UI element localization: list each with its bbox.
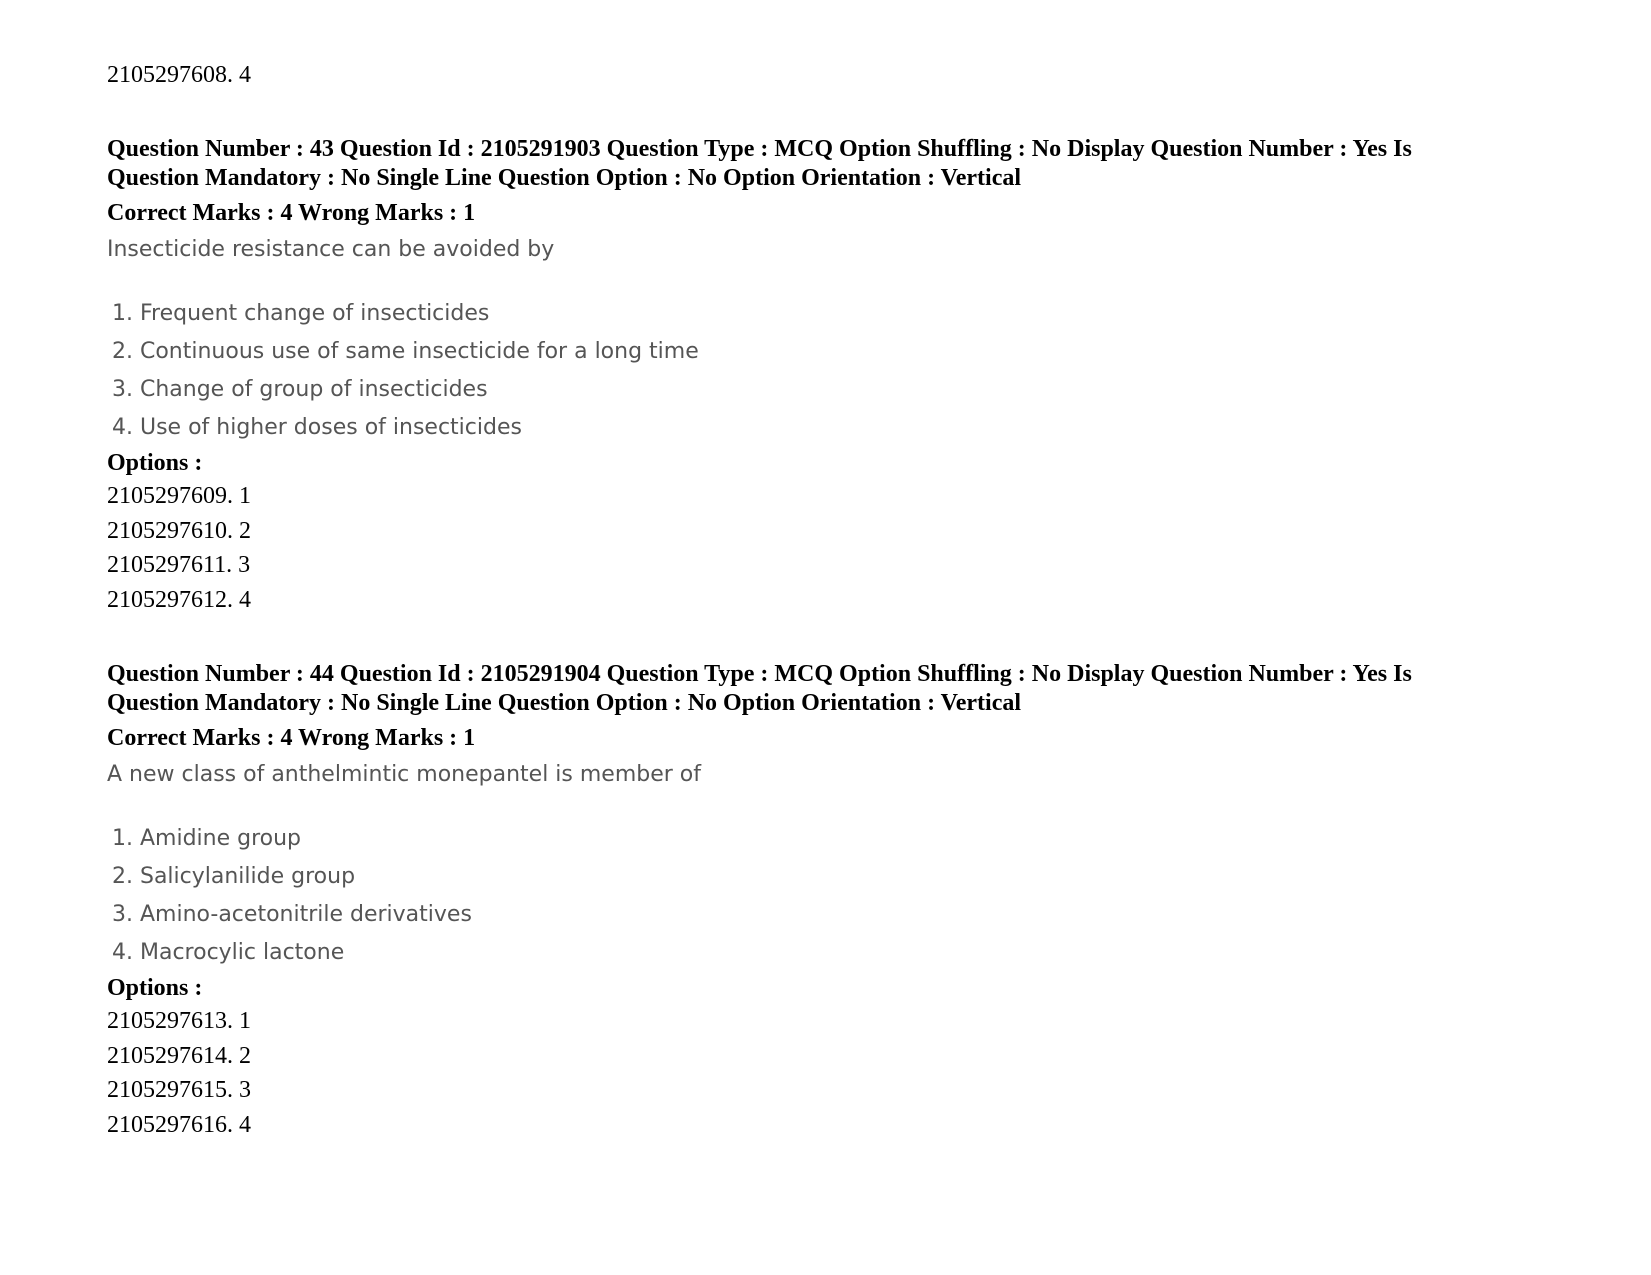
choice-item: 1. Amidine group [112,826,302,851]
option-id-line: 2105297616. 4 [107,1111,251,1138]
choice-item: 1. Frequent change of insecticides [112,301,490,326]
question-marks: Correct Marks : 4 Wrong Marks : 1 [107,725,476,751]
question-block-43 [107,135,1547,617]
choice-item: 4. Macrocylic lactone [112,940,345,965]
options-label: Options : [107,975,203,1001]
question-meta-line-1: Question Number : 43 Question Id : 2105291903 Question Type : MCQ Option Shuffling : No Display Question Number : Yes Is [107,136,1412,162]
options-label: Options : [107,450,203,476]
question-meta-line-1: Question Number : 44 Question Id : 2105291904 Question Type : MCQ Option Shuffling : No Display Question Number : Yes Is [107,661,1412,687]
question-block-44 [107,660,1547,1142]
choice-item: 3. Amino-acetonitrile derivatives [112,902,472,927]
choice-item: 2. Salicylanilide group [112,864,356,889]
question-meta-line-2: Question Mandatory : No Single Line Question Option : No Option Orientation : Vertical [107,690,1022,716]
previous-option-line: 2105297608. 4 [107,62,251,88]
option-id-line: 2105297611. 3 [107,552,251,578]
option-id-line: 2105297610. 2 [107,517,251,544]
question-meta-line-2: Question Mandatory : No Single Line Question Option : No Option Orientation : Vertical [107,165,1022,191]
question-marks: Correct Marks : 4 Wrong Marks : 1 [107,200,476,226]
question-choices-list [107,820,1547,972]
document-page [107,58,1547,1142]
question-text: A new class of anthelmintic monepantel is member of [107,762,701,787]
option-id-line: 2105297609. 1 [107,483,251,509]
option-id-line: 2105297612. 4 [107,586,251,613]
choice-item: 2. Continuous use of same insecticide for a long time [112,339,699,364]
choice-item: 4. Use of higher doses of insecticides [112,415,522,440]
choice-item: 3. Change of group of insecticides [112,377,488,402]
question-choices-list [107,295,1547,447]
option-id-line: 2105297615. 3 [107,1077,251,1103]
option-id-line: 2105297613. 1 [107,1008,251,1034]
question-text: Insecticide resistance can be avoided by [107,237,555,262]
option-id-line: 2105297614. 2 [107,1042,251,1069]
